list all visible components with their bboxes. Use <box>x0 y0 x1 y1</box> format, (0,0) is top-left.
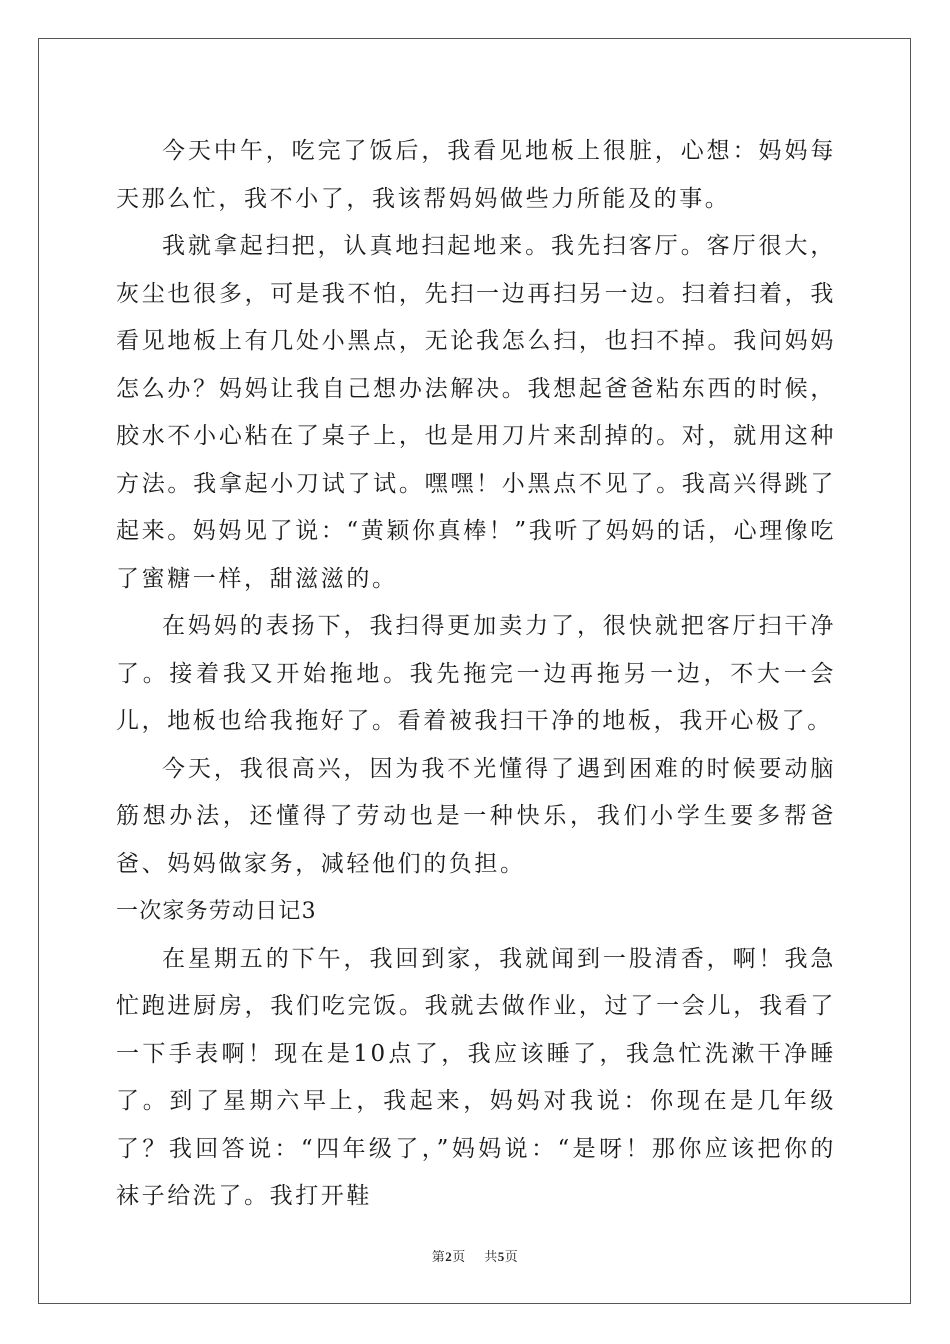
document-body <box>116 128 836 1221</box>
current-page-number: 2 <box>445 1249 453 1264</box>
paragraph: 今天中午，吃完了饭后，我看见地板上很脏，心想：妈妈每天那么忙，我不小了，我该帮妈妈做些力所能及的事。 <box>116 138 836 212</box>
paragraph: 我就拿起扫把，认真地扫起地来。我先扫客厅。客厅很大，灰尘也很多，可是我不怕，先扫一边再扫另一边。扫着扫着，我看见地板上有几处小黑点，无论我怎么扫，也扫不掉。我问妈妈怎么办？妈妈让我自己想办法解决。我想起爸爸粘东西的时候，胶水不小心粘在了桌子上，也是用刀片来刮掉的。对，就用这种方法。我拿起小刀试了试。嘿嘿！小黑点不见了。我高兴得跳了起来。妈妈见了说：“黄颖你真棒！”我听了妈妈的话，心理像吃了蜜糖一样，甜滋滋的。 <box>116 233 836 592</box>
page-number-label: 第2页 <box>431 1249 466 1265</box>
section-title: 一次家务劳动日记3 <box>116 899 317 924</box>
paragraph: 今天，我很高兴，因为我不光懂得了遇到困难的时候要动脑筋想办法，还懂得了劳动也是一种快乐，我们小学生要多帮爸爸、妈妈做家务，减轻他们的负担。 <box>116 755 836 877</box>
page-footer <box>0 1246 950 1265</box>
total-page-number: 5 <box>497 1249 505 1264</box>
total-pages-label: 共5页 <box>484 1249 519 1265</box>
paragraph: 在妈妈的表扬下，我扫得更加卖力了，很快就把客厅扫干净了。接着我又开始拖地。我先拖完一边再拖另一边，不大一会儿，地板也给我拖好了。看着被我扫干净的地板，我开心极了。 <box>116 613 836 734</box>
paragraph: 在星期五的下午，我回到家，我就闻到一股清香，啊！我急忙跑进厨房，我们吃完饭。我就去做作业，过了一会儿，我看了一下手表啊！现在是10点了，我应该睡了，我急忙洗漱干净睡了。到了星期六早上，我起来，妈妈对我说：你现在是几年级了？我回答说：“四年级了，”妈妈说：“是呀！那你应该把你的袜子给洗了。我打开鞋 <box>116 945 836 1209</box>
